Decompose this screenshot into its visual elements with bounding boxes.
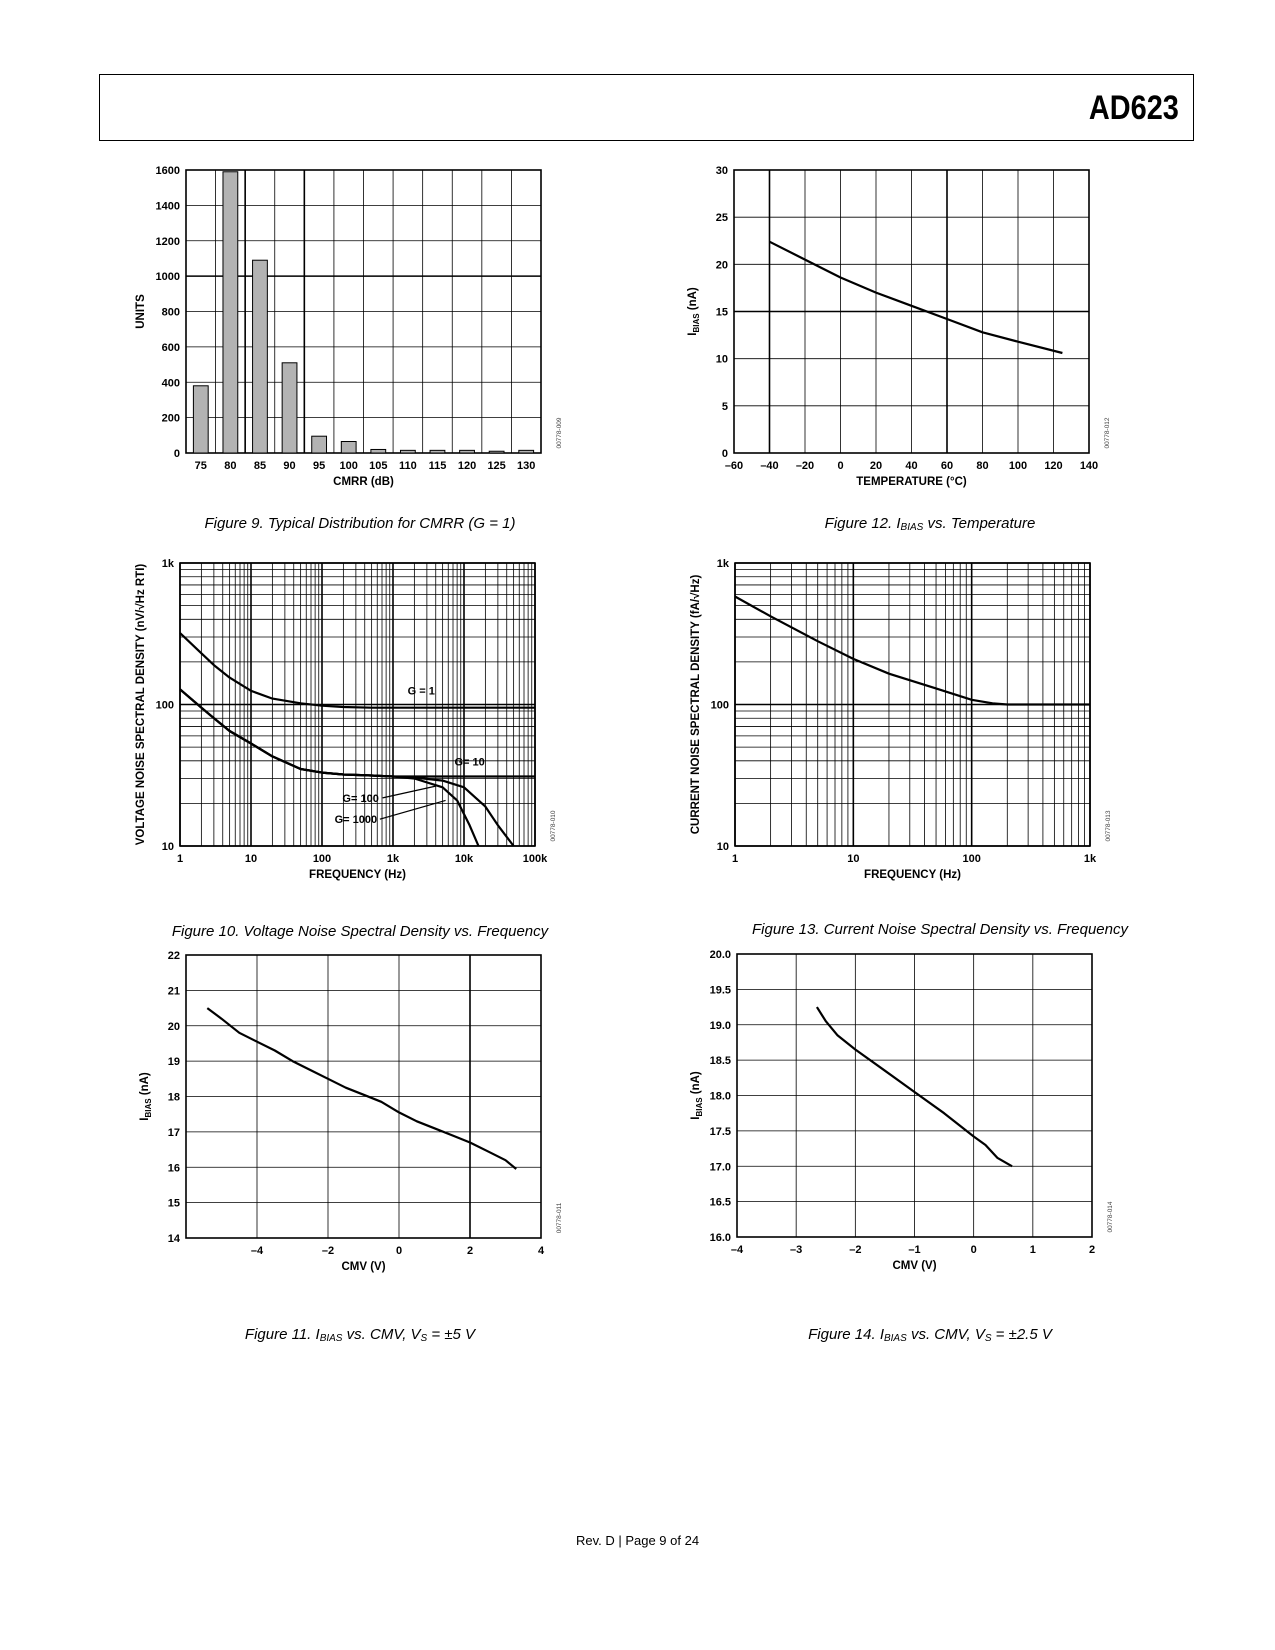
x-tick-label: 95 [313, 460, 326, 472]
bar-125 [489, 451, 504, 453]
x-tick-label: 0 [395, 1245, 403, 1257]
caption-text-2: vs. CMV, V [342, 1326, 421, 1343]
caption-text: Figure 10. Voltage Noise Spectral Density vs. Frequency [171, 923, 549, 940]
y-axis-label [135, 294, 147, 329]
y-tick-label: 18.5 [709, 1055, 731, 1068]
y-tick-label: 10 [715, 353, 728, 366]
figure-14-caption [720, 1326, 1140, 1344]
caption-text-2: vs. CMV, V [906, 1326, 985, 1343]
tick-labels [710, 949, 1095, 1256]
x-tick-label: 100k [522, 853, 548, 865]
x-tick-label: 0 [970, 1244, 977, 1256]
x-tick-label: –60 [724, 460, 744, 472]
y-tick-label: 21 [167, 985, 180, 998]
annotation-label: G= 100 [342, 792, 379, 805]
x-axis-label: FREQUENCY (Hz) [309, 869, 406, 881]
y-axis-label [134, 564, 147, 846]
y-tick-label: 1k [161, 558, 174, 570]
y-axis-label [687, 287, 701, 336]
caption-sub-2: S [420, 1333, 428, 1344]
y-tick-label: 18 [167, 1091, 180, 1104]
y-axis-label-tail: (nA) [139, 1072, 151, 1099]
bar-95 [312, 436, 327, 453]
x-tick-label: 120 [457, 460, 477, 472]
header-box [99, 74, 1194, 141]
caption-text: Figure 13. Current Noise Spectral Density vs. Frequency [752, 921, 1128, 938]
y-tick-label: 10 [161, 841, 174, 853]
y-tick-label: 14 [167, 1233, 180, 1245]
caption-sub: BIAS [900, 522, 924, 533]
x-tick-label: 1k [1083, 853, 1097, 865]
x-tick-label: 1 [731, 853, 739, 865]
annotation-label: G= 1000 [334, 814, 378, 827]
document-code: 00778-010 [550, 810, 557, 842]
y-tick-label: 5 [721, 400, 728, 413]
x-tick-label: 100 [339, 460, 358, 472]
caption-text: Figure 12. I [824, 515, 901, 532]
x-tick-label: –2 [321, 1245, 335, 1257]
x-tick-label: 105 [369, 460, 388, 472]
caption-sub-2: S [984, 1333, 992, 1344]
figure-11-caption [150, 1326, 570, 1344]
grid-lines [737, 954, 1092, 1237]
y-tick-label: 10 [716, 841, 729, 853]
y-axis-label-main: I [687, 332, 699, 336]
y-axis-label-main: CURRENT NOISE SPECTRAL DENSITY (fA/√Hz) [690, 574, 702, 835]
x-tick-label: 140 [1079, 460, 1099, 472]
series-line-0 [735, 597, 1090, 705]
y-tick-label: 17.0 [709, 1161, 731, 1174]
x-tick-label: 10k [454, 853, 474, 865]
caption-text-2: vs. Temperature [923, 515, 1036, 532]
y-tick-label: 16.5 [709, 1196, 731, 1209]
x-tick-label: 1 [176, 853, 184, 865]
figure-12-chart [687, 165, 1170, 513]
y-tick-label: 25 [715, 212, 728, 225]
figure-9-chart [130, 165, 590, 513]
document-code: 00778-012 [1104, 417, 1111, 449]
y-axis-label [139, 1072, 153, 1121]
y-tick-label: 100 [710, 699, 729, 712]
y-axis-label-main: I [139, 1117, 151, 1121]
y-tick-label: 800 [161, 306, 180, 319]
y-axis-label-sub: BIAS [692, 313, 701, 333]
annotation-leader [383, 786, 436, 798]
y-axis-label-sub: BIAS [695, 1097, 704, 1117]
x-tick-label: 4 [537, 1245, 545, 1257]
y-tick-label: 100 [155, 699, 174, 712]
bar-90 [282, 363, 297, 453]
y-tick-label: 19.5 [709, 984, 731, 997]
y-tick-label: 15 [167, 1197, 180, 1210]
y-tick-label: 19.0 [709, 1019, 731, 1032]
y-tick-label: 1600 [155, 165, 180, 177]
tick-labels [711, 558, 1097, 865]
caption-text: Figure 14. I [808, 1326, 884, 1343]
x-tick-label: 75 [194, 460, 207, 472]
caption-text-3: = ±5 V [427, 1326, 476, 1343]
bar-105 [371, 449, 386, 453]
x-tick-label: –3 [790, 1244, 803, 1256]
y-tick-label: 30 [715, 165, 728, 177]
y-tick-label: 400 [161, 377, 180, 390]
bar-100 [341, 442, 356, 453]
part-number: AD623 [1089, 89, 1179, 127]
y-tick-label: 16.0 [709, 1232, 731, 1244]
y-tick-label: 20 [715, 259, 728, 272]
x-tick-label: –20 [795, 460, 815, 472]
y-tick-label: 0 [173, 448, 180, 460]
figure-9-caption [150, 515, 570, 532]
page-footer: Rev. D | Page 9 of 24 [575, 1533, 700, 1548]
document-code: 00778-009 [556, 417, 563, 449]
x-tick-label: 85 [253, 460, 267, 472]
y-tick-label: 0 [721, 448, 728, 460]
figure-11-chart [130, 950, 590, 1325]
bar-85 [253, 260, 268, 453]
y-tick-label: 19 [167, 1056, 180, 1069]
annotation-label: G = 1 [407, 685, 435, 698]
y-tick-label: 17 [167, 1126, 180, 1139]
y-tick-label: 600 [161, 341, 180, 354]
x-tick-label: 90 [283, 460, 296, 472]
caption-text-3: = ±2.5 V [991, 1326, 1052, 1343]
y-tick-label: 16 [167, 1162, 180, 1175]
y-axis-label [689, 575, 702, 835]
grid-lines [186, 955, 541, 1238]
bar-130 [519, 450, 534, 453]
y-tick-label: 20 [167, 1020, 180, 1033]
figure-12-caption [720, 515, 1140, 533]
y-axis-label-sub: BIAS [144, 1098, 153, 1118]
y-tick-label: 18.0 [709, 1090, 731, 1103]
y-tick-label: 1000 [155, 271, 180, 284]
x-tick-label: 125 [487, 460, 506, 472]
x-tick-label: 2 [1088, 1244, 1096, 1256]
document-code: 00778-013 [1105, 810, 1112, 842]
y-tick-label: 20.0 [709, 949, 731, 961]
x-tick-label: 80 [224, 460, 237, 472]
bar-80 [223, 172, 238, 453]
x-tick-label: 10 [244, 853, 258, 865]
x-tick-label: –40 [760, 460, 779, 472]
x-tick-label: 100 [1008, 460, 1028, 472]
figure-13-chart [690, 558, 1170, 925]
caption-text: Figure 9. Typical Distribution for CMRR (G = 1) [204, 515, 516, 532]
y-tick-label: 15 [715, 306, 728, 319]
x-tick-label: 0 [837, 460, 844, 472]
caption-sub: BIAS [319, 1333, 343, 1344]
bar-115 [430, 450, 445, 453]
series-line-0 [770, 242, 1063, 353]
tick-labels [716, 165, 1098, 472]
x-axis-label: FREQUENCY (Hz) [864, 869, 961, 881]
x-tick-label: 80 [976, 460, 989, 472]
series-line-g-1 [180, 633, 535, 708]
figure-14-chart [690, 949, 1170, 1325]
x-axis-label: CMV (V) [892, 1260, 937, 1272]
x-tick-label: 100 [962, 853, 981, 865]
document-code: 00778-011 [556, 1202, 563, 1234]
x-tick-label: –4 [250, 1245, 264, 1257]
figure-13-caption [720, 921, 1160, 938]
y-axis-label-tail: (nA) [690, 1071, 702, 1098]
caption-sub: BIAS [883, 1333, 907, 1344]
bar-120 [460, 450, 475, 453]
y-axis-label [690, 1071, 704, 1120]
y-axis-label-main: I [690, 1116, 702, 1120]
y-tick-label: 1k [716, 558, 729, 570]
x-tick-label: 110 [399, 460, 417, 472]
x-axis-label: CMV (V) [341, 1261, 386, 1273]
x-tick-label: 100 [312, 853, 332, 865]
x-tick-label: 115 [428, 460, 447, 472]
x-tick-label: 40 [905, 460, 918, 472]
x-tick-label: 130 [517, 460, 536, 472]
bar-75 [193, 386, 208, 453]
figure-10-chart [120, 558, 600, 925]
x-tick-label: 2 [466, 1245, 474, 1257]
x-tick-label: –4 [730, 1244, 744, 1256]
x-tick-label: 1 [1029, 1244, 1036, 1256]
y-tick-label: 1200 [155, 235, 180, 248]
x-tick-label: 10 [847, 853, 860, 865]
grid-lines [186, 170, 541, 453]
x-axis-label: CMRR (dB) [333, 476, 394, 488]
bar-110 [400, 450, 415, 453]
x-axis-label: TEMPERATURE (°C) [856, 476, 967, 488]
x-tick-label: 1k [386, 853, 400, 865]
x-tick-label: –1 [908, 1244, 921, 1256]
y-axis-label-main: UNITS [135, 294, 147, 329]
annotation-label: G= 10 [454, 756, 485, 769]
grid-lines [734, 170, 1089, 453]
y-tick-label: 1400 [155, 200, 180, 213]
tick-labels [156, 165, 536, 472]
document-code: 00778-014 [1107, 1201, 1114, 1233]
y-axis-label-main: VOLTAGE NOISE SPECTRAL DENSITY (nV/√Hz RTI) [135, 563, 147, 846]
y-axis-label-tail: (nA) [687, 287, 699, 314]
y-tick-label: 17.5 [709, 1125, 731, 1138]
series-line-g-1000 [180, 689, 479, 846]
figure-10-caption [140, 923, 580, 940]
x-tick-label: 120 [1044, 460, 1063, 472]
x-tick-label: 20 [869, 460, 883, 472]
tick-labels [168, 950, 545, 1257]
caption-text: Figure 11. I [244, 1326, 320, 1343]
x-tick-label: 60 [940, 460, 954, 472]
y-tick-label: 200 [161, 412, 180, 425]
y-tick-label: 22 [167, 950, 180, 962]
x-tick-label: –2 [849, 1244, 862, 1256]
